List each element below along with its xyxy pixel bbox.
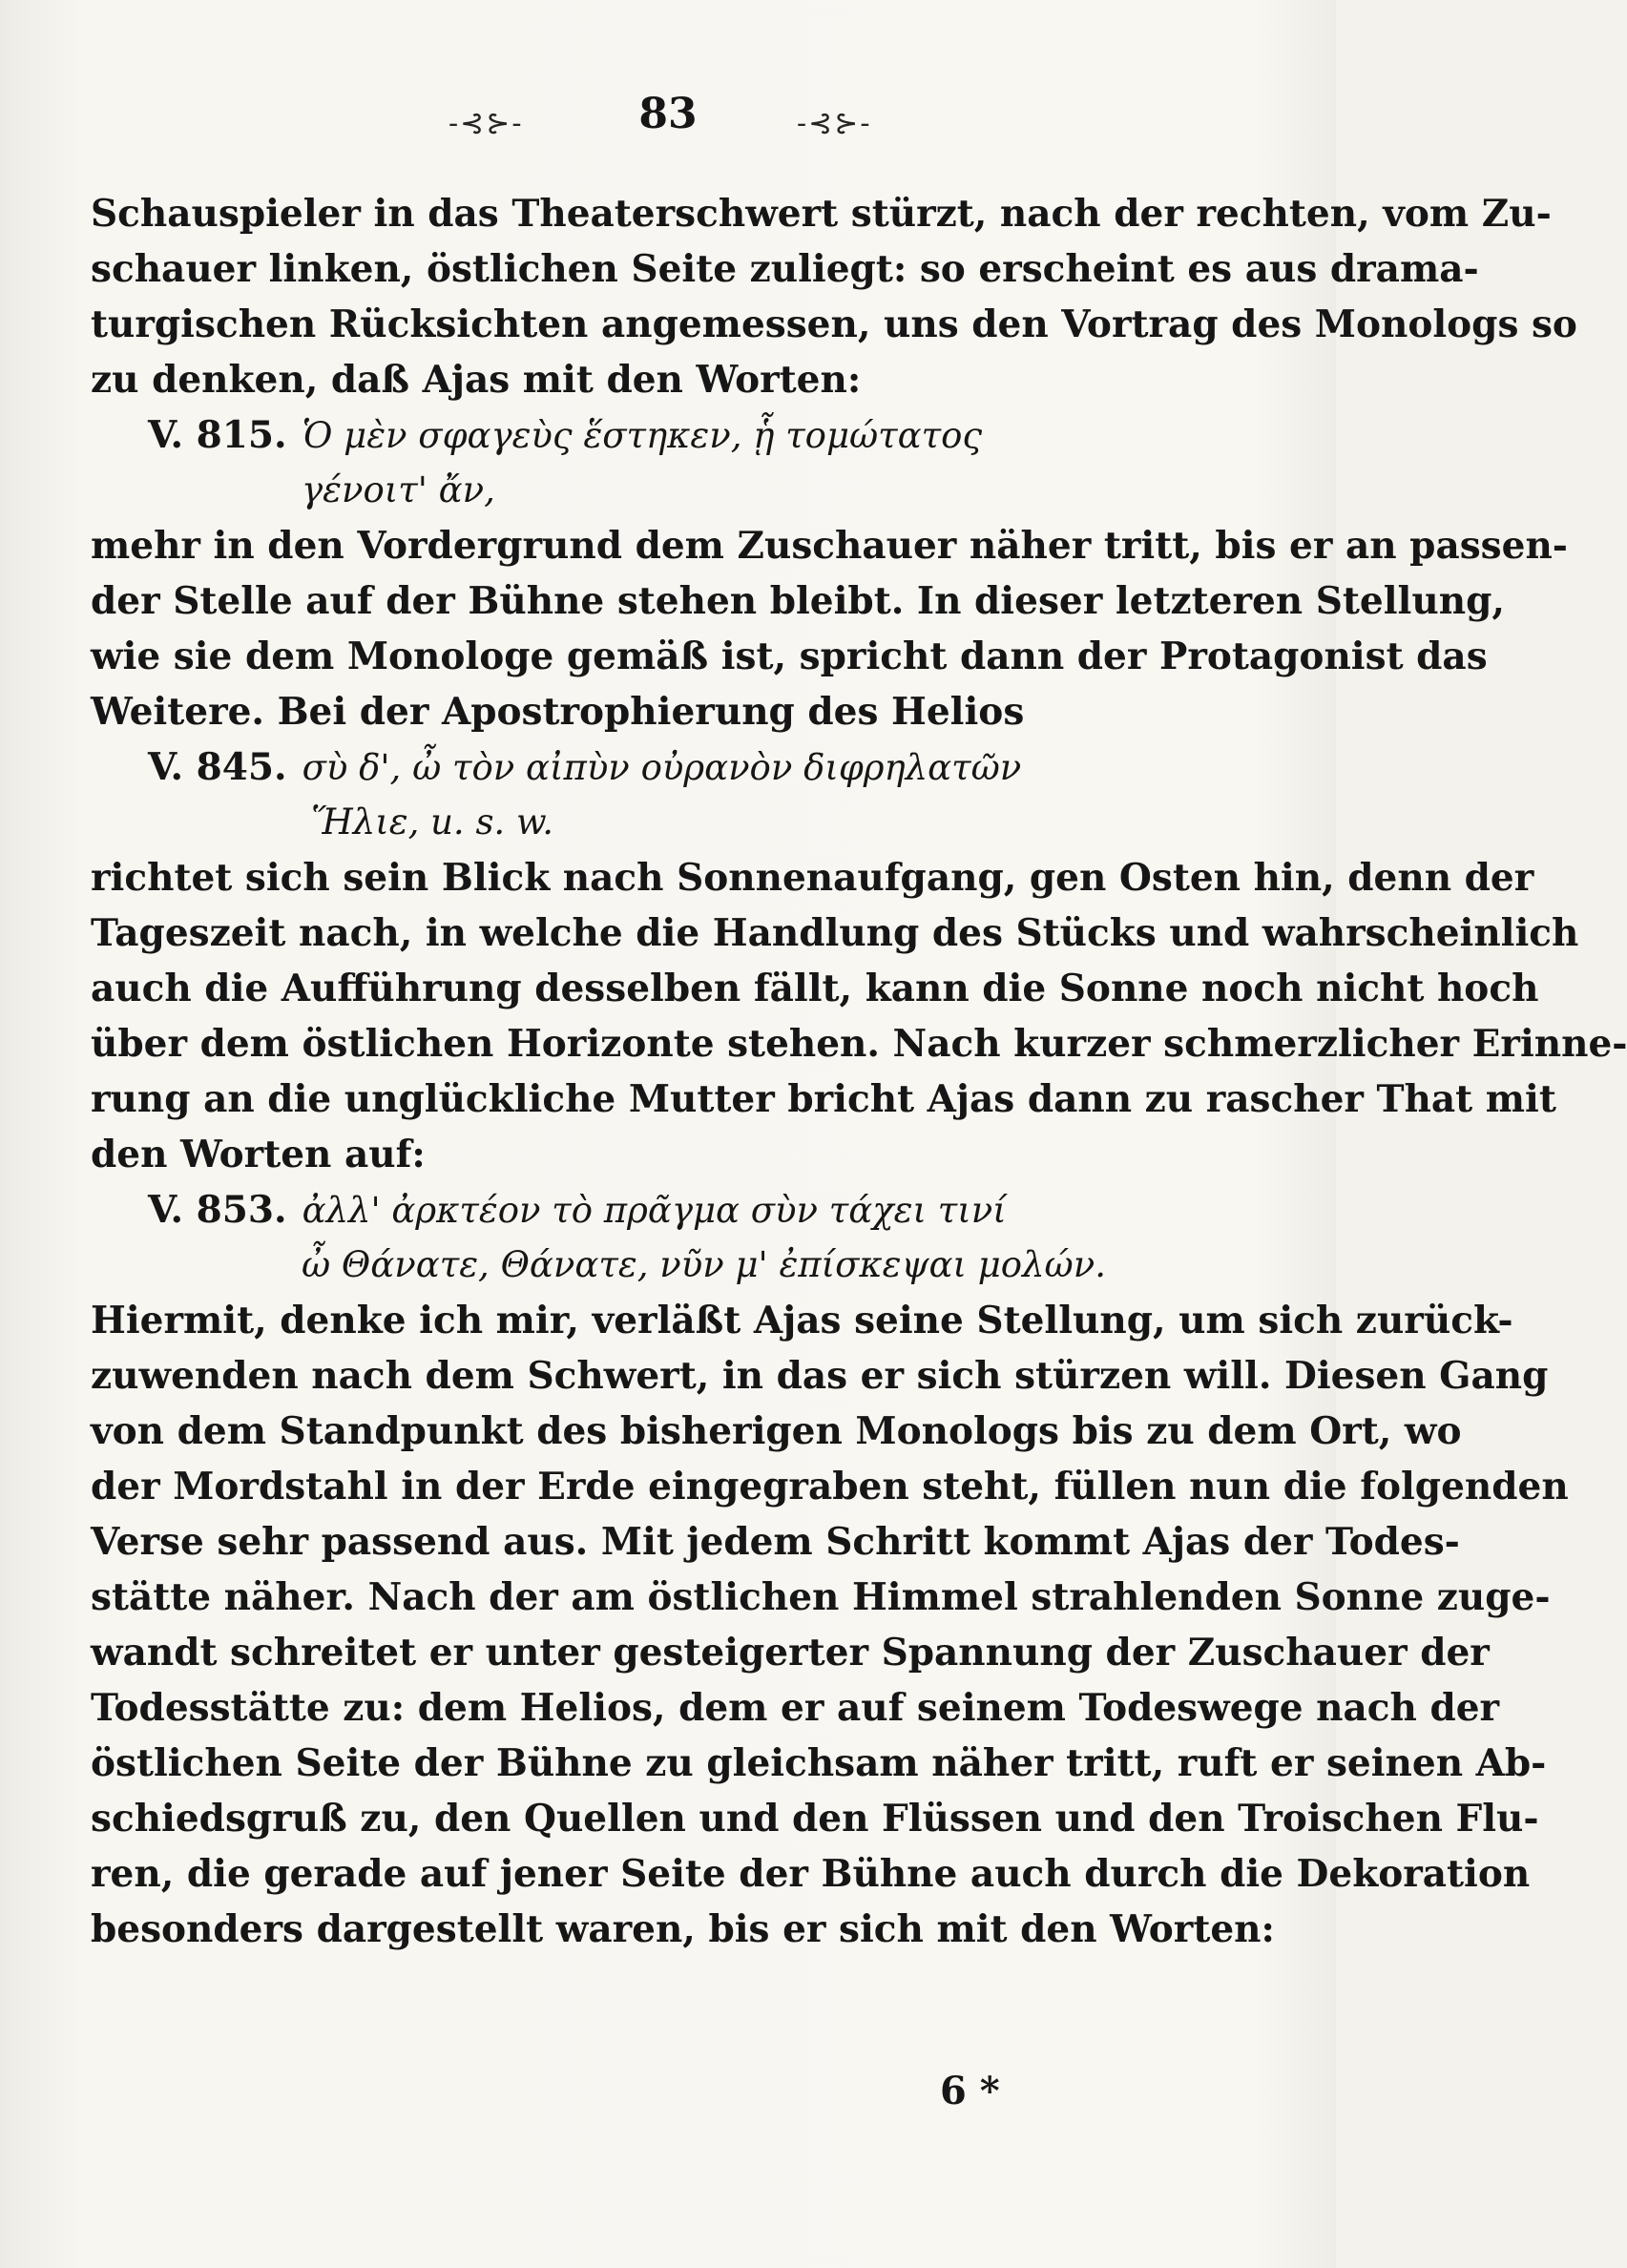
quote-line xyxy=(91,407,1226,463)
verse-reference: V. 815. xyxy=(148,413,287,457)
text-line: rung an die unglückliche Mutter bricht Ajas dann zu rascher That mit xyxy=(91,1077,1556,1121)
quote-line xyxy=(91,739,1226,795)
text-line: Hiermit, denke ich mir, verläßt Ajas seine Stellung, um sich zurück- xyxy=(91,1299,1513,1342)
greek-verse: ἀλλ' ἀρκτέον τὸ πρᾶγμα σὺν τάχει τινί xyxy=(302,1190,1007,1231)
verse-reference: V. 853. xyxy=(148,1188,287,1232)
greek-quote-3 xyxy=(91,1182,1226,1293)
signature-mark: 6 * xyxy=(940,2069,1000,2113)
text-line: von dem Standpunkt des bisherigen Monologs bis zu dem Ort, wo xyxy=(91,1409,1462,1453)
text-line: über dem östlichen Horizonte stehen. Nach kurzer schmerzlicher Erinne- xyxy=(91,1022,1627,1066)
verse-reference: V. 845. xyxy=(148,745,287,789)
text-line: ren, die gerade auf jener Seite der Bühne auch durch die Dekoration xyxy=(91,1852,1531,1896)
paragraph-3 xyxy=(91,850,1627,1182)
text-line: Weitere. Bei der Apostrophierung des Helios xyxy=(91,690,1025,734)
greek-quote-1 xyxy=(91,407,1226,518)
text-line: schauer linken, östlichen Seite zuliegt: so erscheint es aus drama- xyxy=(91,247,1479,291)
text-line: der Mordstahl in der Erde eingegraben steht, füllen nun die folgenden xyxy=(91,1465,1569,1509)
text-line: besonders dargestellt waren, bis er sich mit den Worten: xyxy=(91,1907,1275,1951)
text-line: Todesstätte zu: dem Helios, dem er auf seinem Todeswege nach der xyxy=(91,1686,1500,1730)
greek-verse: ὦ Θάνατε, Θάνατε, νῦν μ' ἐπίσκεψαι μολών. xyxy=(302,1244,1106,1285)
text-line: östlichen Seite der Bühne zu gleichsam näher tritt, ruft er seinen Ab- xyxy=(91,1741,1547,1785)
page-header xyxy=(0,88,1336,145)
text-line: zuwenden nach dem Schwert, in das er sich stürzen will. Diesen Gang xyxy=(91,1354,1549,1398)
page-body xyxy=(91,186,1627,1957)
quote-line xyxy=(91,1238,1226,1293)
greek-verse: Ἥλιε, u. s. w. xyxy=(311,801,553,843)
text-line: der Stelle auf der Bühne stehen bleibt. In dieser letzteren Stellung, xyxy=(91,579,1505,623)
greek-quote-2 xyxy=(91,739,1226,850)
text-line: wie sie dem Monologe gemäß ist, spricht dann der Protagonist das xyxy=(91,635,1488,678)
text-line: zu denken, daß Ajas mit den Worten: xyxy=(91,358,862,402)
paragraph-4 xyxy=(91,1293,1569,1957)
greek-verse: σὺ δ', ὦ τὸν αἰπὺν οὐρανὸν διφρηλατῶν xyxy=(302,747,1022,788)
quote-line xyxy=(91,463,1226,518)
text-line: stätte näher. Nach der am östlichen Himmel strahlenden Sonne zuge- xyxy=(91,1575,1551,1619)
ornament-left: -⊰⊱- xyxy=(448,107,524,140)
text-line: den Worten auf: xyxy=(91,1133,426,1176)
quote-line xyxy=(91,795,1226,850)
text-line: schiedsgruß zu, den Quellen und den Flüssen und den Troischen Flu- xyxy=(91,1797,1539,1841)
text-line: Tageszeit nach, in welche die Handlung des Stücks und wahrscheinlich xyxy=(91,911,1579,955)
paragraph-2 xyxy=(91,518,1568,739)
ornament-right: -⊰⊱- xyxy=(797,107,872,140)
text-line: richtet sich sein Blick nach Sonnenaufgang, gen Osten hin, denn der xyxy=(91,856,1534,900)
text-line: turgischen Rücksichten angemessen, uns den Vortrag des Monologs so xyxy=(91,302,1577,346)
greek-verse: γένοιτ' ἄν, xyxy=(302,469,495,510)
quote-line xyxy=(91,1182,1226,1238)
page-number: 83 xyxy=(638,90,698,138)
text-line: Verse sehr passend aus. Mit jedem Schritt kommt Ajas der Todes- xyxy=(91,1520,1460,1564)
text-line: wandt schreitet er unter gesteigerter Spannung der Zuschauer der xyxy=(91,1631,1490,1675)
text-line: mehr in den Vordergrund dem Zuschauer näher tritt, bis er an passen- xyxy=(91,524,1568,568)
greek-verse: Ὁ μὲν σφαγεὺς ἕστηκεν, ᾗ τομώτατος xyxy=(302,415,983,456)
paragraph-1 xyxy=(91,186,1577,407)
text-line: auch die Aufführung desselben fällt, kann die Sonne noch nicht hoch xyxy=(91,967,1539,1010)
text-line: Schauspieler in das Theaterschwert stürzt, nach der rechten, vom Zu- xyxy=(91,192,1552,236)
